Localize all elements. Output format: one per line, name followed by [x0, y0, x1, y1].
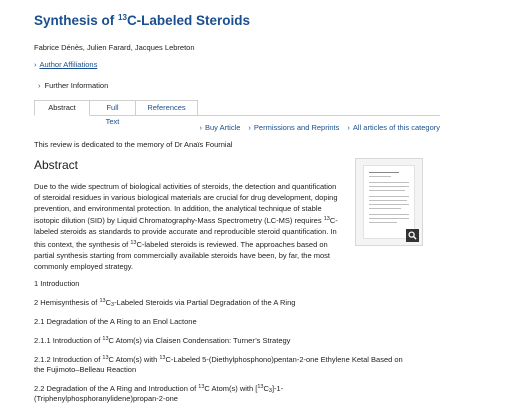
further-information-label: Further Information — [44, 81, 109, 90]
article-title — [34, 13, 250, 28]
abstract-text-part: C-labeled steroids as standards to provide accurate and reproducible steroid quantification. In this context, the synthesis of — [34, 216, 338, 249]
superscript: 13 — [130, 239, 137, 246]
abstract-text-part: Due to the wide spectrum of biological activities of steroids, the detection and quantification of steroidal residues in various biological materials are crucial for drug development, doping prevention, and environmental protection. In addition, the analytical technique of stable isotopic dilution (SID) by Liquid Chromatography-Mass Spectrometry (LC-MS) requires — [34, 182, 338, 226]
chevron-right-icon: › — [248, 123, 251, 132]
chevron-right-icon: › — [199, 123, 202, 132]
superscript: 13 — [323, 216, 330, 223]
toc-text: C — [263, 384, 269, 393]
article-preview-image — [363, 165, 415, 239]
superscript: 13 — [257, 384, 264, 390]
toc-text: C Atom(s) with — [108, 355, 160, 364]
toc-item — [34, 355, 403, 364]
toc-text: 2.2 Degradation of the A Ring and Introduction of — [34, 384, 199, 393]
author-affiliations-label: Author Affiliations — [39, 60, 98, 69]
chevron-right-icon: › — [38, 81, 41, 90]
title-text-rest: C-Labeled Steroids — [126, 13, 250, 28]
subscript: 3 — [268, 388, 272, 394]
toc-item — [34, 298, 295, 308]
toc-item-continued: the Fujimoto–Belleau Reaction — [34, 365, 137, 374]
tab-abstract[interactable]: Abstract — [34, 100, 90, 116]
superscript: 13 — [159, 355, 166, 361]
author-affiliations-link[interactable] — [34, 60, 97, 69]
abstract-text-part: C-labeled steroids is reviewed. The approaches based on partial synthesis starting from commercially available steroids have been, by far, the most commonly employed strategy. — [34, 239, 330, 271]
superscript: 13 — [102, 336, 109, 342]
title-text: Synthesis of — [34, 13, 119, 28]
toc-text: C-Labeled 5-(Diethylphosphono)pentan-2-one Ethylene Ketal Based on — [165, 355, 403, 364]
abstract-heading: Abstract — [34, 158, 79, 172]
subscript: 3 — [111, 302, 115, 308]
chevron-right-icon: › — [347, 123, 350, 132]
buy-article-label: Buy Article — [204, 123, 241, 132]
author-list: Fabrice Dénès, Julien Farard, Jacques Lebreton — [34, 43, 195, 52]
superscript: 13 — [102, 355, 109, 361]
toc-text: ]-1- — [271, 384, 284, 393]
toc-item: 2.1 Degradation of the A Ring to an Enol Lactone — [34, 317, 197, 326]
tab-full-text[interactable]: Full Text — [90, 100, 136, 115]
all-articles-link[interactable] — [347, 123, 440, 132]
tabs-divider — [34, 115, 440, 116]
toc-item: 1 Introduction — [34, 279, 80, 288]
toc-text: C Atom(s) with [ — [204, 384, 258, 393]
article-tabs — [34, 100, 198, 126]
graphical-abstract-thumbnail[interactable] — [355, 158, 423, 246]
toc-text: 2 Hemisynthesis of — [34, 298, 100, 307]
tab-references[interactable]: References — [136, 100, 198, 115]
buy-article-link[interactable] — [199, 123, 240, 132]
further-information-toggle[interactable] — [38, 81, 108, 90]
toc-text: C Atom(s) via Claisen Condensation: Turner’s Strategy — [108, 336, 291, 345]
chevron-right-icon: › — [34, 60, 37, 69]
toc-text: 2.1.1 Introduction of — [34, 336, 103, 345]
all-articles-label: All articles of this category — [352, 123, 440, 132]
toc-text: 2.1.2 Introduction of — [34, 355, 103, 364]
article-actions — [199, 123, 440, 132]
toc-text: C — [105, 298, 111, 307]
permissions-reprints-label: Permissions and Reprints — [253, 123, 340, 132]
toc-text: -Labeled Steroids via Partial Degradation of the A Ring — [114, 298, 296, 307]
dedication-text: This review is dedicated to the memory of Dr Anaïs Fournial — [34, 140, 233, 149]
superscript: 13 — [99, 298, 106, 304]
abstract-body — [34, 182, 344, 272]
permissions-reprints-link[interactable] — [248, 123, 339, 132]
zoom-magnifier-icon[interactable] — [406, 229, 419, 242]
toc-item — [34, 384, 283, 394]
toc-item — [34, 336, 290, 345]
toc-item-continued: (Triphenylphosphoranylidene)propan-2-one — [34, 394, 178, 403]
title-superscript: 13 — [118, 13, 127, 22]
superscript: 13 — [198, 384, 205, 390]
